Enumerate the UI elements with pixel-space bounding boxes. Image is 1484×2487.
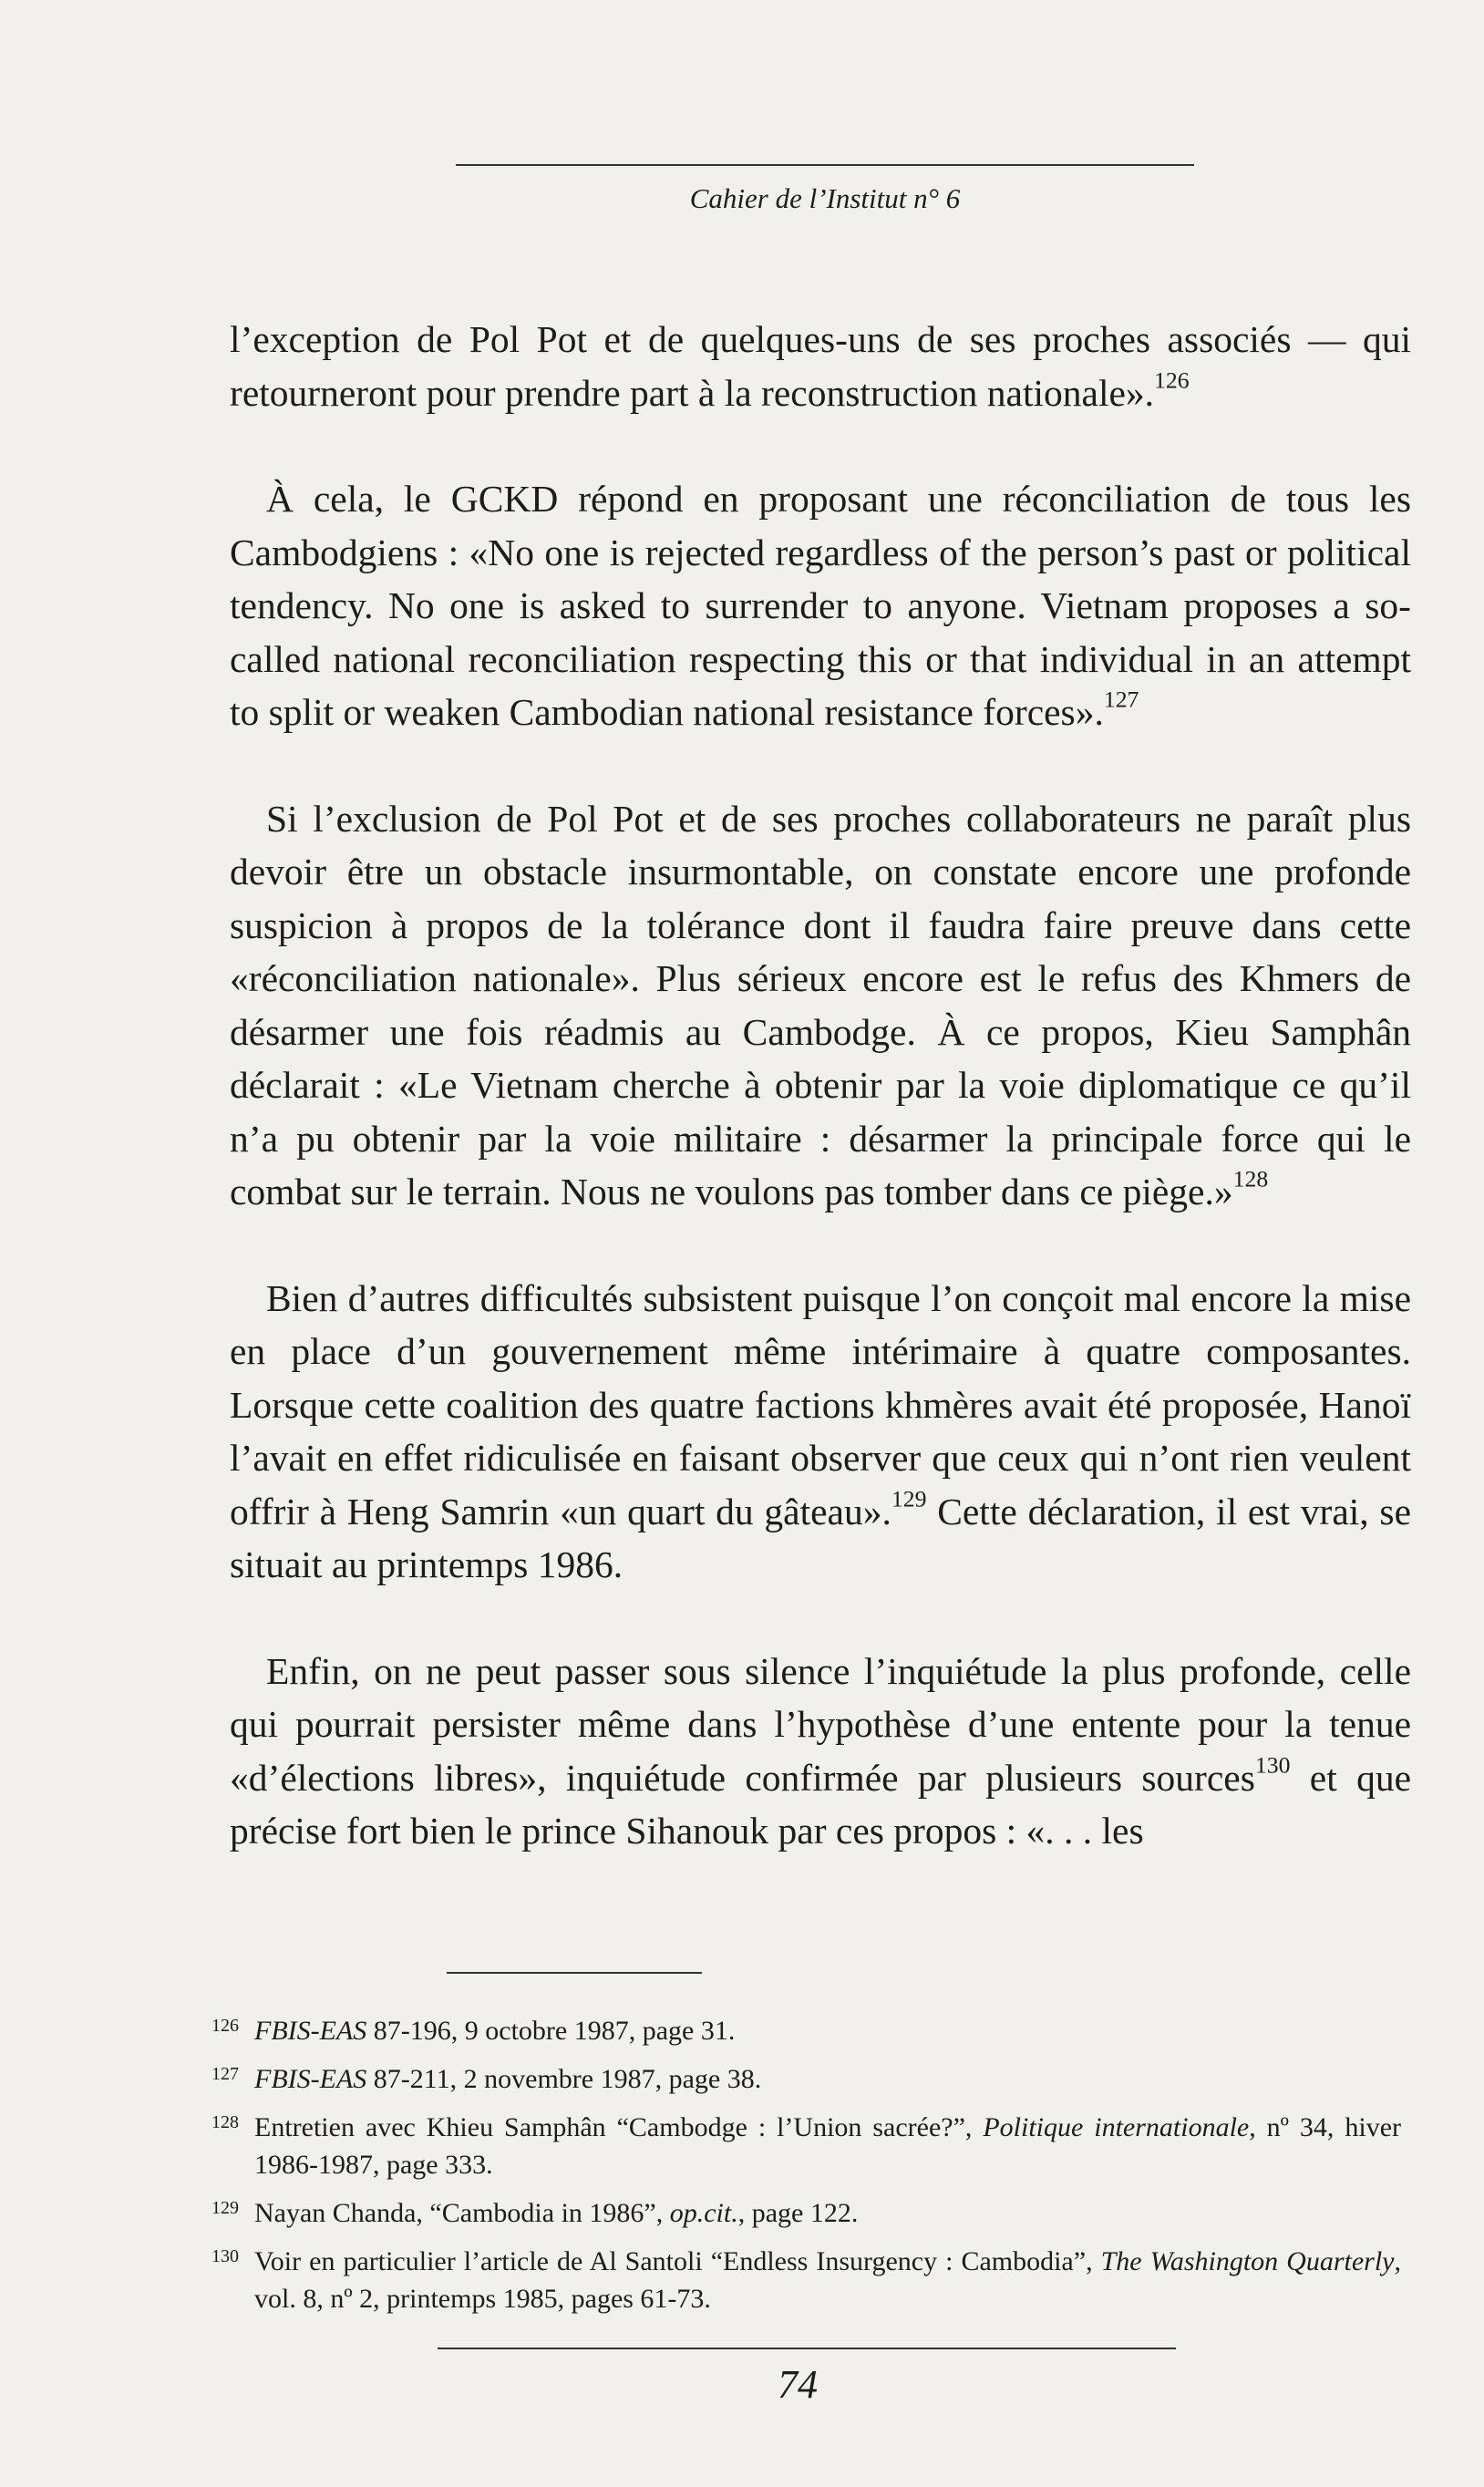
footnote-number: 130 [211,2246,239,2266]
footnote-source: op.cit. [669,2198,738,2228]
footnote-source: Politique internationale [983,2112,1250,2142]
footnote-number: 126 [211,2016,239,2036]
paragraph-2 [230,472,1411,739]
footnote-text: Entretien avec Khieu Samphân “Cambodge : l’Union sacrée?”, [254,2112,984,2142]
paragraph-3-text: Si l’exclusion de Pol Pot et de ses proches collaborateurs ne paraît plus devoir être un obstacle insurmontable, on constate encore une profonde suspicion à propos de la tolérance dont il faudra faire preuve dans cette «réconciliation nationale». Plus sérieux encore est le refus des Khmers de désarmer une fois réadmis au Cambodge. À ce propos, Kieu Samphân déclarait : «Le Vietnam cherche à obtenir par la voie diplomatique ce qu’il n’a pu obtenir par la voie militaire : désarmer la principale force qui le combat sur le terrain. Nous ne voulons pas tomber dans ce piège.» [230,797,1411,1213]
footnote-source: FBIS-EAS [254,2064,367,2094]
footnote-126 [211,2012,1401,2049]
footnote-text: Nayan Chanda, “Cambodia in 1986”, [254,2198,670,2228]
paragraph-5 [230,1645,1411,1858]
note-ref-130[interactable]: 130 [1254,1751,1291,1779]
footnote-number: 129 [211,2198,239,2218]
footnote-text: 87-211, 2 novembre 1987, page 38. [366,2064,762,2094]
footnotes [211,2012,1401,2328]
paragraph-2-text: À cela, le GCKD répond en proposant une réconciliation de tous les Cambodgiens : «No one is rejected regardless of the person’s past or political tendency. No one is asked to surrender to anyone. Vietnam proposes a so-called national reconciliation respecting this or that individual in an attempt to split or weaken Cambodian national resistance forces». [230,478,1411,733]
footnote-127 [211,2060,1401,2098]
footnote-text: 87-196, 9 octobre 1987, page 31. [366,2016,736,2046]
paragraph-1 [230,313,1411,419]
paragraph-5-text-b: et que précise fort bien le prince Sihanouk par ces propos : «. . . les [230,1756,1411,1852]
footnote-number: 128 [211,2112,239,2132]
footnote-129 [211,2194,1401,2232]
footnote-text-end: , vol. 8, nº 2, printemps 1985, pages 61-73. [254,2246,1401,2314]
paragraph-4 [230,1272,1411,1592]
footnote-128 [211,2109,1401,2183]
footnote-number: 127 [211,2064,239,2084]
note-ref-128[interactable]: 128 [1232,1165,1269,1192]
footnote-source: The Washington Quarterly [1100,2246,1395,2276]
paragraph-3 [230,792,1411,1219]
body-text [230,313,1411,1858]
footnote-text-end: , page 122. [737,2198,859,2228]
footnote-text: Voir en particulier l’article de Al Santoli “Endless Insurgency : Cambodia”, [254,2246,1101,2276]
footnote-rule [447,1972,702,1974]
footnote-text-end: , nº 34, hiver 1986-1987, page 333. [254,2112,1401,2180]
note-ref-129[interactable]: 129 [891,1485,927,1512]
paragraph-5-text-a: Enfin, on ne peut passer sous silence l’inquiétude la plus profonde, celle qui pourrait persister même dans l’hypothèse d’une entente pour la tenue «d’élections libres», inquiétude confirmée par plusieurs sources [230,1649,1411,1799]
footnote-source: FBIS-EAS [254,2016,367,2046]
paragraph-1-text: l’exception de Pol Pot et de quelques-uns de ses proches associés — qui retourneront pour prendre part à la reconstruction nationale». [230,318,1411,414]
paragraph-4-text-a: Bien d’autres difficultés subsistent puisque l’on conçoit mal encore la mise en place d’un gouvernement même intérimaire à quatre composantes. Lorsque cette coalition des quatre factions khmères avait été proposée, Hanoï l’avait en effet ridiculisée en faisant observer que ceux qui n’ont rien veulent offrir à Heng Samrin «un quart du gâteau». [230,1276,1411,1532]
header-rule [456,164,1194,166]
running-title: Cahier de l’Institut n° 6 [689,182,961,214]
footnote-130 [211,2243,1401,2317]
note-ref-127[interactable]: 127 [1103,686,1139,713]
note-ref-126[interactable]: 126 [1154,366,1190,394]
bottom-rule [438,2348,1176,2349]
page-number: 74 [778,2362,818,2407]
paragraph-4-text-b: Cette déclaration, il est vrai, se situait au printemps 1986. [230,1490,1411,1585]
